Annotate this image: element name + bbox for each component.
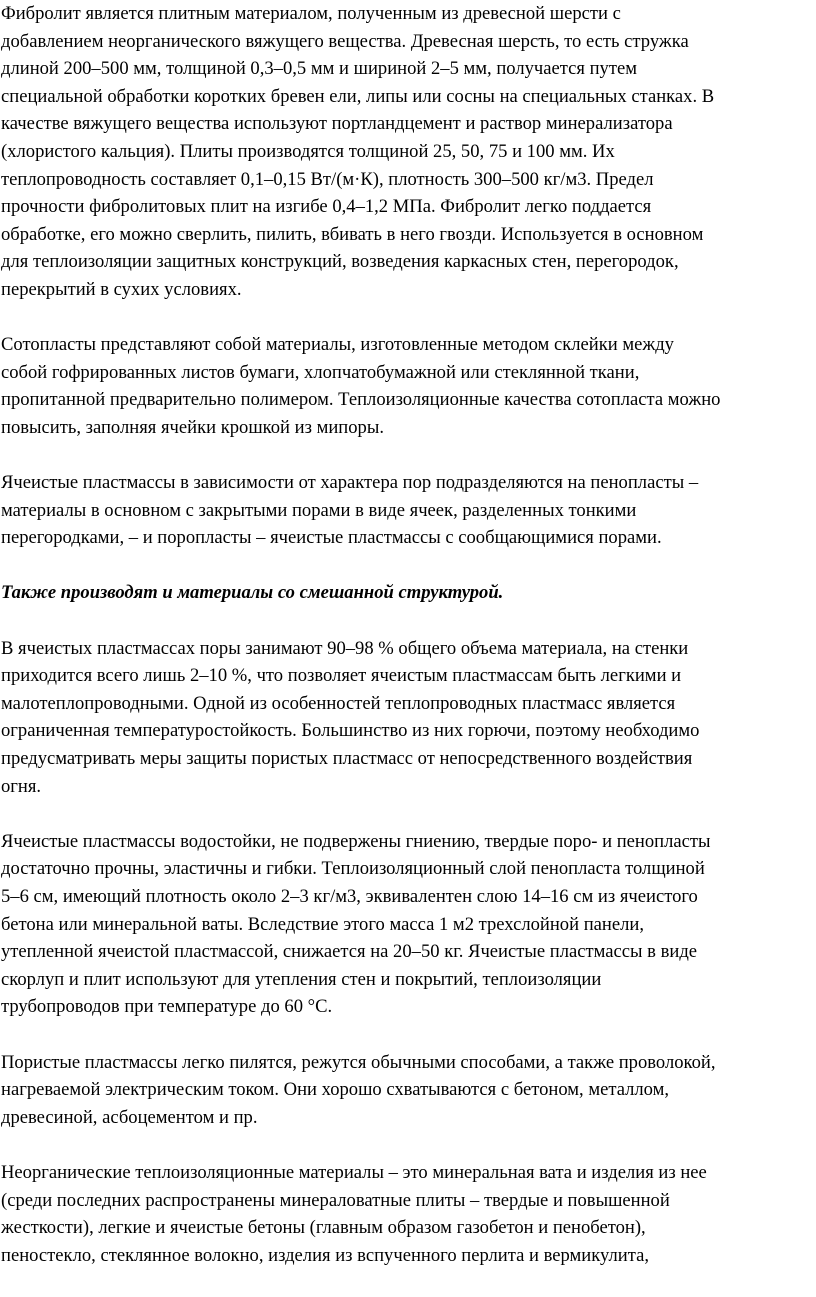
paragraph-cellular-plastics [1, 469, 816, 552]
text-line: малотеплопроводными. Одной из особенностей теплопроводных пластмасс является [1, 692, 676, 714]
paragraph-inorganic [1, 1159, 816, 1269]
text-line: бетона или минеральной ваты. Вследствие этого масса 1 м2 трехслойной панели, [1, 913, 644, 935]
paragraph-machining [1, 1049, 816, 1132]
text-line: (среди последних распространены минераловатные плиты – твердые и повышенной [1, 1189, 670, 1211]
text-line: трубопроводов при температуре до 60 °С. [1, 996, 333, 1018]
text-line: Неорганические теплоизоляционные материалы – это минеральная вата и изделия из нее [1, 1161, 707, 1183]
text-line: прочности фибролитовых плит на изгибе 0,4–1,2 МПа. Фибролит легко поддается [1, 196, 652, 218]
text-line: собой гофрированных листов бумаги, хлопчатобумажной или стеклянной ткани, [1, 361, 640, 383]
text-line: Ячеистые пластмассы водостойки, не подвержены гниению, твердые поро- и пенопласты [1, 830, 711, 852]
text-line: приходится всего лишь 2–10 %, что позволяет ячеистым пластмассам быть легкими и [1, 665, 682, 687]
text-line: пеностекло, стеклянное волокно, изделия из вспученного перлита и вермикулита, [1, 1244, 649, 1266]
text-line: (хлористого кальция). Плиты производятся толщиной 25, 50, 75 и 100 мм. Их [1, 140, 615, 162]
text-line: специальной обработки коротких бревен ели, липы или сосны на специальных станках. В [1, 85, 715, 107]
paragraph-sotoplasty [1, 331, 816, 441]
text-line: Пористые пластмассы легко пилятся, режутся обычными способами, а также проволокой, [1, 1051, 716, 1073]
text-line: качестве вяжущего вещества используют портландцемент и раствор минерализатора [1, 113, 673, 135]
text-line: 5–6 см, имеющий плотность около 2–3 кг/м3, эквивалентен слою 14–16 см из ячеистого [1, 886, 698, 907]
text-line: пропитанной предварительно полимером. Теплоизоляционные качества сотопласта можно [1, 389, 721, 411]
text-line: древесиной, асбоцементом и пр. [1, 1106, 258, 1128]
text-line: Также производят и материалы со смешанной структурой. [1, 582, 504, 604]
paragraph-mixed-structure [1, 579, 816, 607]
paragraph-pores [1, 635, 816, 801]
text-line: перекрытий в сухих условиях. [1, 278, 242, 300]
text-line: обработке, его можно сверлить, пилить, вбивать в него гвозди. Используется в основном [1, 223, 704, 245]
text-line: огня. [1, 775, 42, 797]
text-line: длиной 200–500 мм, толщиной 0,3–0,5 мм и шириной 2–5 мм, получается путем [1, 58, 637, 80]
text-line: достаточно прочны, эластичны и гибки. Теплоизоляционный слой пенопласта толщиной [1, 858, 705, 880]
text-line: В ячеистых пластмассах поры занимают 90–98 % общего объема материала, на стенки [1, 637, 689, 659]
text-line: Сотопласты представляют собой материалы, изготовленные методом склейки между [1, 334, 674, 356]
paragraph-fibrolite [1, 0, 816, 304]
text-line: теплопроводность составляет 0,1–0,15 Вт/(м·К), плотность 300–500 кг/м3. Предел [1, 168, 654, 190]
text-line: скорлуп и плит используют для утепления стен и покрытий, теплоизоляции [1, 968, 602, 990]
text-line: для теплоизоляции защитных конструкций, возведения каркасных стен, перегородок, [1, 251, 679, 273]
text-line: добавлением неорганического вяжущего вещества. Древесная шерсть, то есть стружка [1, 30, 689, 52]
text-line: утепленной ячеистой пластмассой, снижается на 20–50 кг. Ячеистые пластмассы в виде [1, 941, 698, 963]
text-line: Фибролит является плитным материалом, полученным из древесной шерсти с [1, 3, 621, 24]
text-line: нагреваемой электрическим током. Они хорошо схватываются с бетоном, металлом, [1, 1079, 670, 1101]
text-line: материалы в основном с закрытыми порами в виде ячеек, разделенных тонкими [1, 499, 637, 521]
text-line: Ячеистые пластмассы в зависимости от характера пор подразделяются на пенопласты – [1, 472, 699, 494]
text-line: предусматривать меры защиты пористых пластмасс от непосредственного воздействия [1, 748, 693, 770]
text-line: повысить, заполняя ячейки крошкой из мипоры. [1, 416, 384, 438]
text-line: жесткости), легкие и ячеистые бетоны (главным образом газобетон и пенобетон), [1, 1217, 646, 1239]
paragraph-water-resistance [1, 828, 816, 1021]
text-line: перегородками, – и поропласты – ячеистые пластмассы с сообщающимися порами. [1, 527, 662, 549]
text-line: ограниченная температуростойкость. Большинство из них горючи, поэтому необходимо [1, 720, 700, 742]
